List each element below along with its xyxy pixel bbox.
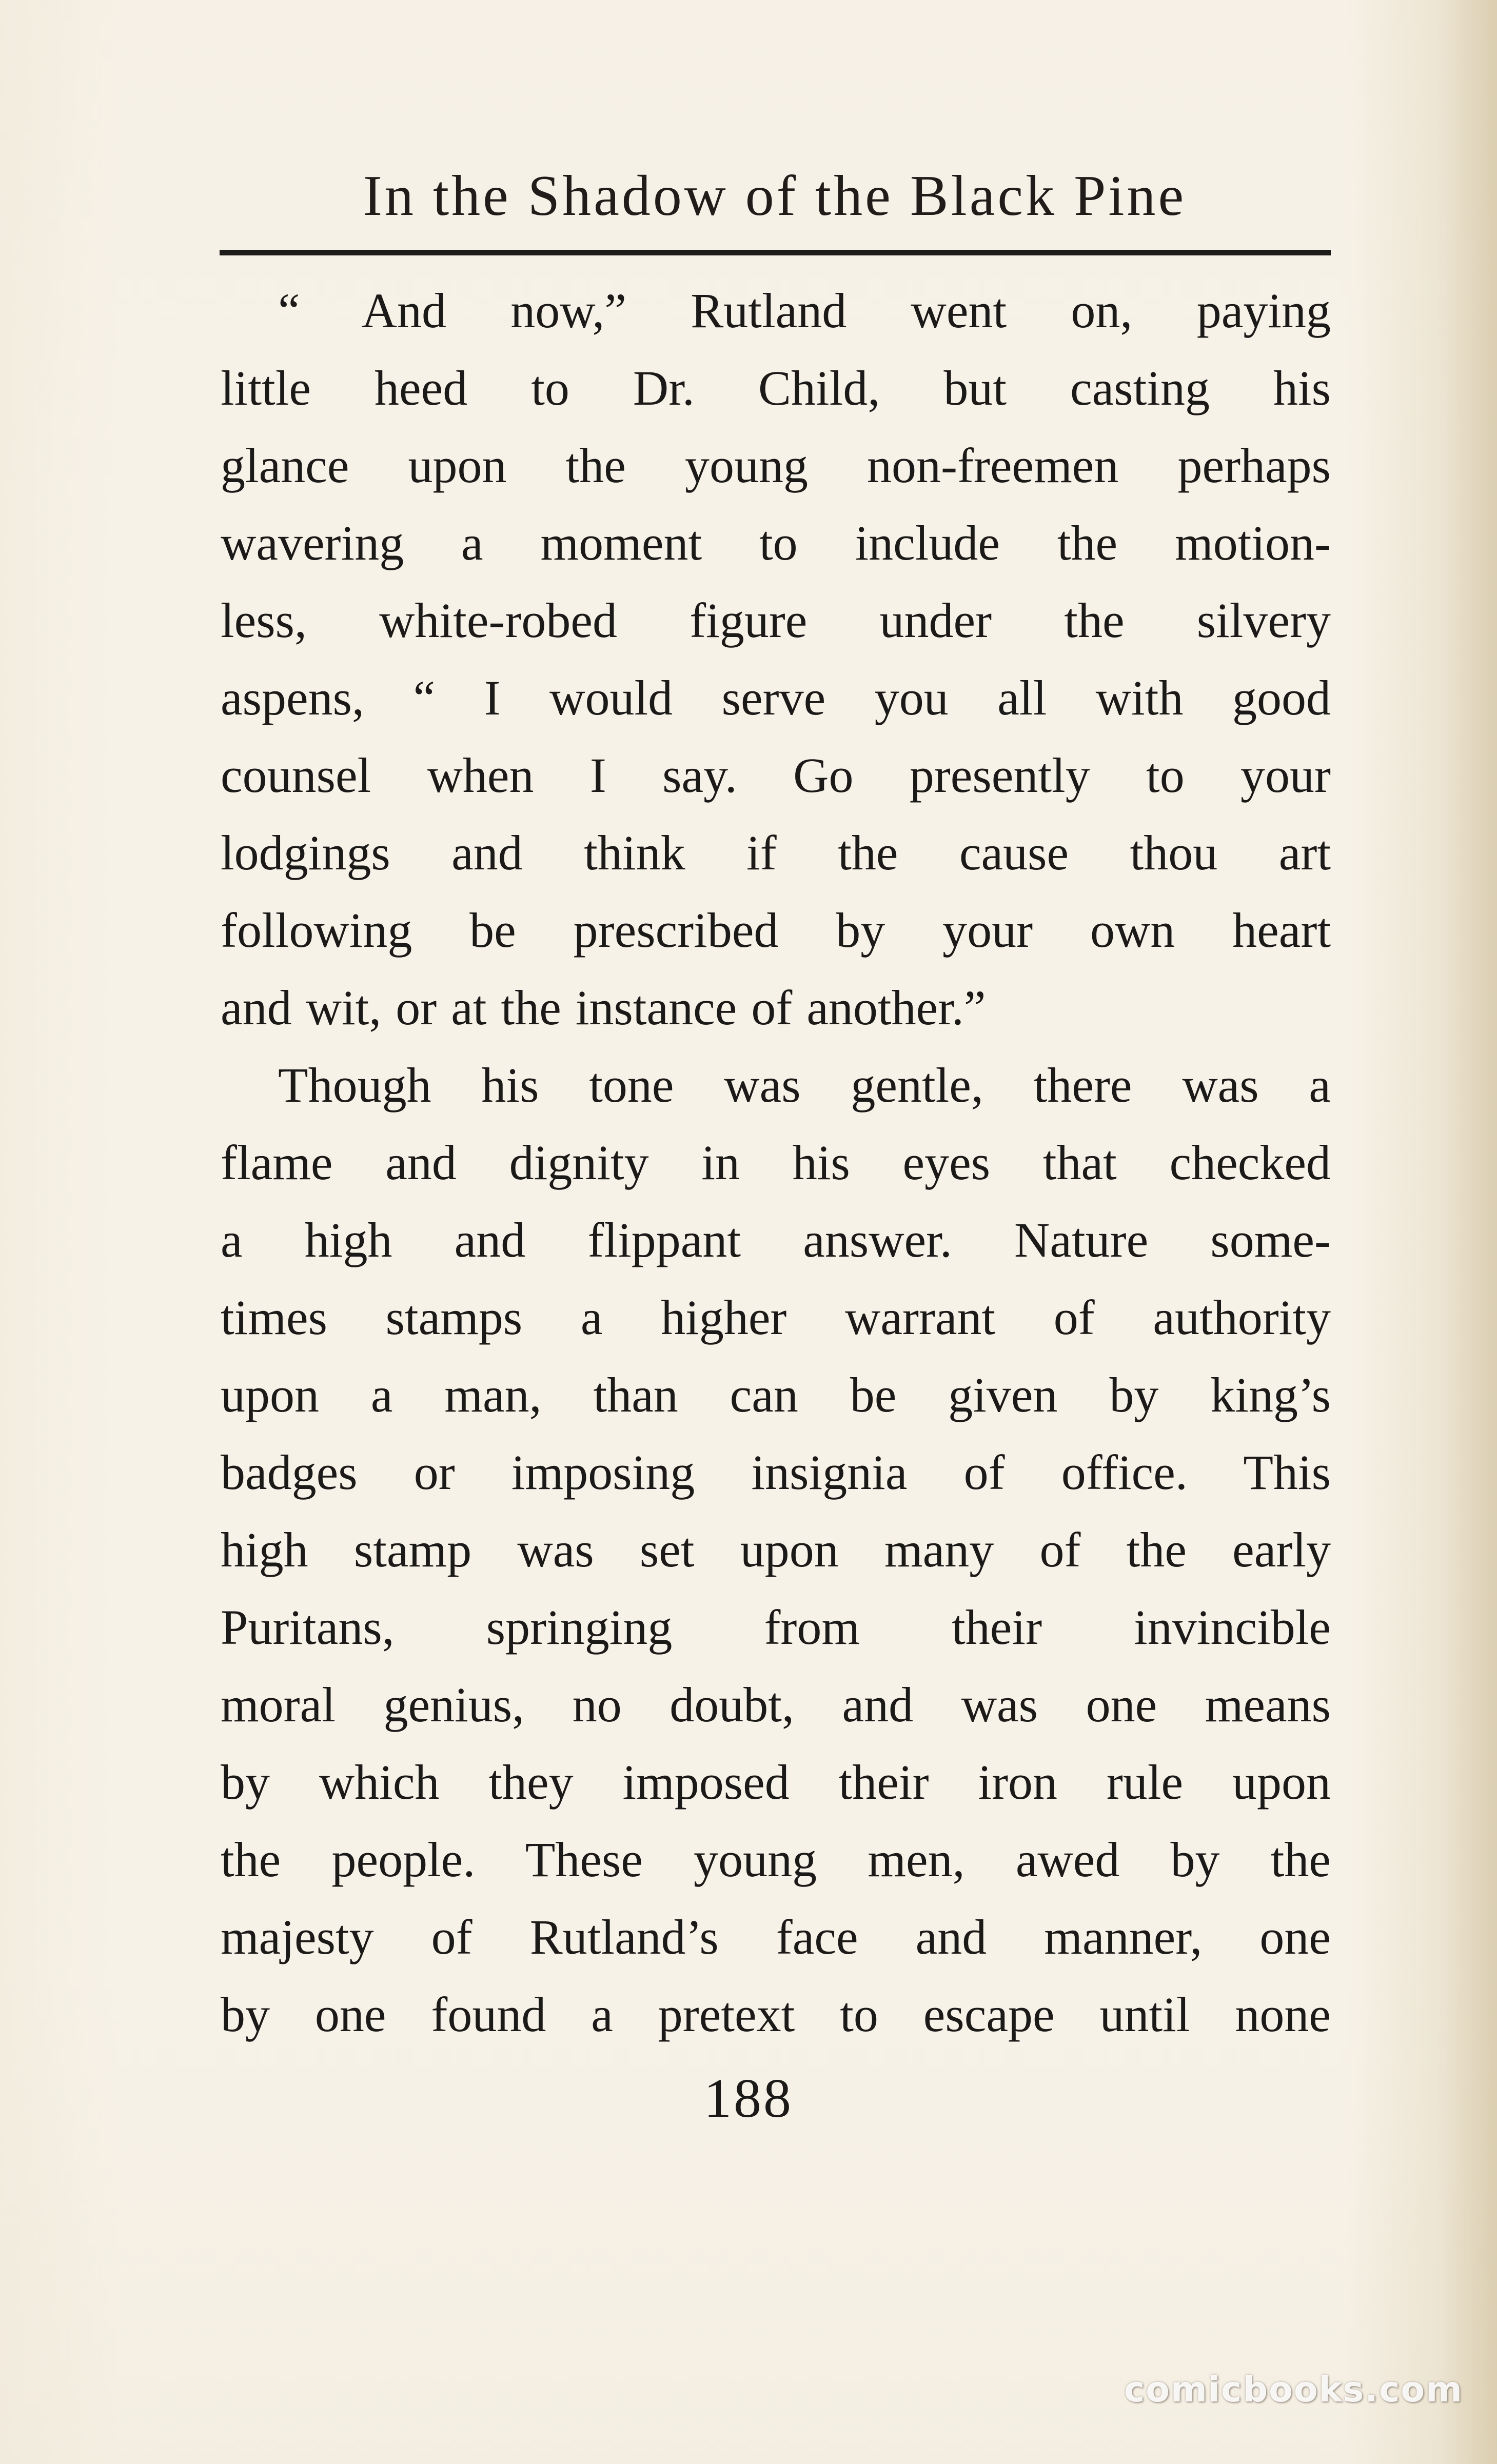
watermark: comicbooks.com [1124,2370,1463,2410]
text-line: majesty of Rutland’s face and manner, one [221,1910,1331,1964]
paragraph [221,1046,1331,2053]
text-line: Puritans, springing from their invincible [221,1600,1331,1655]
paragraph [221,272,1331,1046]
text-line: by which they imposed their iron rule upon [221,1755,1331,1810]
text-line: upon a man, than can be given by king’s [221,1367,1331,1422]
text-line: badges or imposing insignia of office. This [221,1445,1331,1500]
text-line: glance upon the young non-freemen perhaps [221,438,1331,493]
text-line: “ And now,” Rutland went on, paying [278,283,1331,338]
text-line: by one found a pretext to escape until none [221,1987,1331,2042]
text-line: aspens, “ I would serve you all with good [221,670,1331,725]
text-line: lodgings and think if the cause thou art [221,825,1331,880]
text-line: and wit, or at the instance of another.” [221,980,986,1035]
running-head: In the Shadow of the Black Pine [363,164,1187,228]
text-line: times stamps a higher warrant of authority [221,1290,1331,1345]
text-line: moral genius, no doubt, and was one means [221,1677,1331,1732]
header-rule [220,250,1331,255]
text-line: counsel when I say. Go presently to your [221,748,1331,803]
text-line: wavering a moment to include the motion- [221,515,1331,570]
text-line: high stamp was set upon many of the early [221,1522,1331,1577]
text-line: a high and flippant answer. Nature some- [221,1213,1331,1267]
text-line: little heed to Dr. Child, but casting his [221,361,1331,415]
page-number: 188 [704,2068,793,2129]
text-line: Though his tone was gentle, there was a [278,1058,1331,1112]
body-text [221,272,1331,2053]
text-line: following be prescribed by your own heart [221,903,1331,958]
text-line: flame and dignity in his eyes that checked [221,1135,1331,1190]
text-line: less, white-robed figure under the silvery [221,593,1331,648]
text-line: the people. These young men, awed by the [221,1832,1331,1887]
